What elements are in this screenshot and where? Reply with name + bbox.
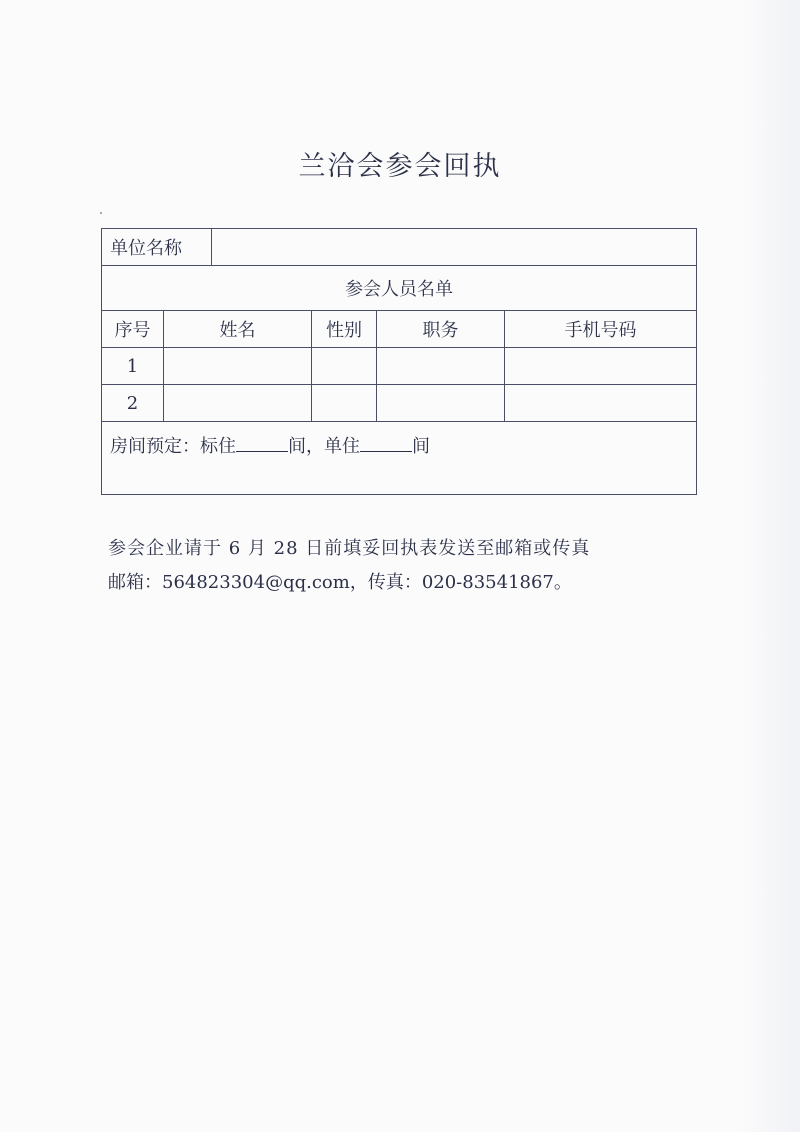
company-value-field[interactable] xyxy=(212,229,697,266)
room-booking-label: 房间预定：标住 xyxy=(110,436,236,457)
room-booking-cell xyxy=(102,422,697,495)
row-index: 2 xyxy=(102,385,164,422)
position-field[interactable] xyxy=(377,348,505,385)
company-row xyxy=(102,229,697,266)
row-index: 1 xyxy=(102,348,164,385)
table-row xyxy=(102,348,697,385)
gender-field[interactable] xyxy=(312,385,377,422)
document-title: 兰洽会参会回执 xyxy=(298,151,502,182)
phone-field[interactable] xyxy=(505,348,697,385)
room-booking-row xyxy=(102,422,697,495)
standard-room-count-blank[interactable] xyxy=(236,433,288,452)
attendee-list-heading: 参会人员名单 xyxy=(102,266,697,311)
name-field[interactable] xyxy=(164,385,312,422)
single-room-count-blank[interactable] xyxy=(360,433,412,452)
contact-info: 邮箱：564823304@qq.com，传真：020-83541867。 xyxy=(108,572,572,593)
column-header-index: 序号 xyxy=(102,311,164,348)
company-label: 单位名称 xyxy=(102,229,212,266)
table-header-row xyxy=(102,311,697,348)
table-row xyxy=(102,385,697,422)
scan-speck xyxy=(100,212,102,214)
name-field[interactable] xyxy=(164,348,312,385)
room-unit-single-label: 间，单住 xyxy=(288,436,360,457)
column-header-phone: 手机号码 xyxy=(505,311,697,348)
room-unit-label: 间 xyxy=(412,436,430,457)
column-header-position: 职务 xyxy=(377,311,505,348)
position-field[interactable] xyxy=(377,385,505,422)
phone-field[interactable] xyxy=(505,385,697,422)
list-heading-row xyxy=(102,266,697,311)
column-header-name: 姓名 xyxy=(164,311,312,348)
gender-field[interactable] xyxy=(312,348,377,385)
submission-notice: 参会企业请于 6 月 28 日前填妥回执表发送至邮箱或传真 xyxy=(108,538,591,559)
column-header-gender: 性别 xyxy=(312,311,377,348)
receipt-table xyxy=(101,228,697,495)
